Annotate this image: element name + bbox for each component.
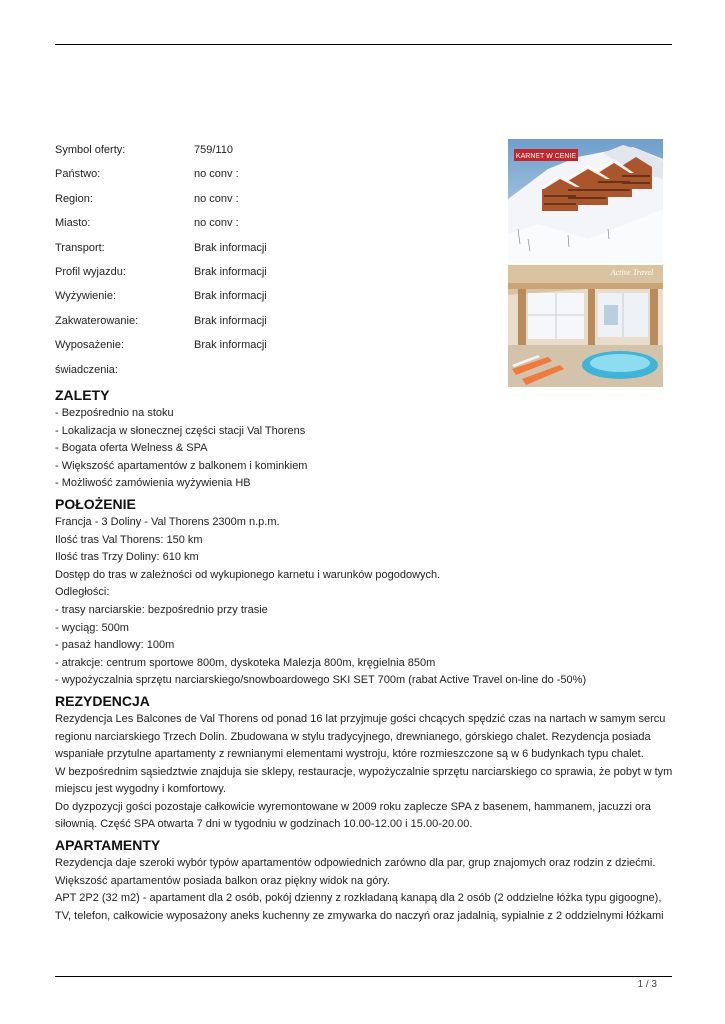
info-value: 759/110 — [194, 144, 233, 156]
polozenie-line: Odległości: — [55, 586, 110, 599]
info-value: no conv : — [194, 192, 239, 205]
polozenie-line: - wypożyczalnia sprzętu narciarskiego/snowboardowego SKI SET 700m (rabat Active Travel on-line do -50%) — [55, 674, 587, 687]
header-rule — [55, 44, 672, 45]
zalety-title: ZALETY — [55, 387, 110, 403]
info-label: Zakwaterowanie: — [55, 314, 139, 327]
info-label: Transport: — [55, 241, 105, 254]
rezydencja-paragraph: Do dyzpozycji gości pozostaje całkowicie wyremontowane w 2009 roku zaplecze SPA z basenem, hammanem, jacuzzi ora siłownią. Część SPA otwarta 7 dni w tygodniu w godzinach 10.00-12.00 i 15.00-20.00. — [55, 800, 651, 831]
info-label: Symbol oferty: — [55, 144, 126, 156]
list-item: - Większość apartamentów z balkonem i kominkiem — [55, 459, 308, 472]
apartamenty-paragraph: Rezydencja daje szeroki wybór typów apartamentów odpowiednich zarówno dla par, grup znajomych oraz rodzin z dziećmi. Większość apartamentów posiada balkon oraz piękny widok na góry. — [55, 857, 656, 887]
apartamenty-title: APARTAMENTY — [55, 837, 161, 854]
info-label: Państwo: — [55, 168, 101, 181]
rezydencja-paragraph: W bezpośrednim sąsiedztwie znajduja sie sklepy, restauracje, wypożyczalnie sprzętu narciarskiego co sprawia, że pobyt w tym miejscu jest wygodny i komfortowy. — [55, 765, 673, 796]
page-number: 1 / 3 — [637, 979, 657, 990]
info-value: Brak informacji — [194, 241, 267, 254]
info-label: Region: — [55, 192, 93, 205]
polozenie-line: Dostęp do tras w zależności od wykupionego karnetu i warunków pogodowych. — [55, 568, 441, 581]
list-item: - Możliwość zamówienia wyżywienia HB — [55, 477, 251, 490]
info-value: Brak informacji — [194, 290, 267, 303]
info-value: no conv : — [194, 217, 239, 230]
polozenie-line: - pasaż handlowy: 100m — [55, 639, 175, 652]
apartamenty-paragraph: APT 2P2 (32 m2) - apartament dla 2 osób, pokój dzienny z rozkładaną kanapą dla 2 osób (2 oddzielne łóżka typu gigoogne), TV, telefon, całkowicie wyposażony aneks kuchenny ze zmywarka do naczyń oraz jadalnią, sypialnie z 2 oddzielnymi łóżkami — [55, 892, 664, 922]
karnet-badge: KARNET W CENIE — [515, 153, 577, 160]
info-value: no conv : — [194, 168, 239, 181]
footer-rule — [55, 976, 672, 977]
info-label: Wyżywienie: — [55, 290, 117, 303]
spa-pool-photo — [508, 265, 663, 387]
active-travel-watermark: Active Travel — [610, 268, 654, 277]
info-value: Brak informacji — [194, 265, 267, 278]
info-value: Brak informacji — [194, 314, 267, 327]
polozenie-line: Francja - 3 Doliny - Val Thorens 2300m n.p.m. — [55, 515, 280, 528]
offer-content — [55, 384, 675, 925]
polozenie-line: - wyciąg: 500m — [55, 621, 129, 634]
info-label: świadczenia: — [55, 363, 118, 376]
rezydencja-paragraph: Rezydencja Les Balcones de Val Thorens od ponad 16 lat przyjmuje gości chcących spędzić czas na nartach w samym sercu regionu narciarskiego Trzech Dolin. Zbudowana w stylu tradycyjnego, drewnianego, górskiego chalet. Rezydencja posiada wspaniałe przytulne apartamenty z rewnianymi elementami wystroju, które rozmieszczone są w 6 budynkach typu chalet. — [55, 712, 666, 761]
chalet-snow-photo — [508, 139, 663, 263]
rezydencja-title: REZYDENCJA — [55, 692, 150, 709]
info-label: Profil wyjazdu: — [55, 265, 126, 278]
list-item: - Bezpośrednio na stoku — [55, 407, 174, 419]
polozenie-line: - trasy narciarskie: bezpośrednio przy trasie — [55, 603, 268, 616]
polozenie-line: Ilość tras Trzy Doliny: 610 km — [55, 551, 199, 564]
info-label: Miasto: — [55, 217, 91, 230]
info-value: Brak informacji — [194, 339, 267, 352]
polozenie-line: - atrakcje: centrum sportowe 800m, dyskoteka Malezja 800m, kręgielnia 850m — [55, 656, 436, 669]
list-item: - Lokalizacja w słonecznej części stacji Val Thorens — [55, 424, 306, 437]
list-item: - Bogata oferta Welness & SPA — [55, 442, 208, 455]
polozenie-line: Ilość tras Val Thorens: 150 km — [55, 533, 203, 546]
info-label: Wyposażenie: — [55, 339, 124, 352]
polozenie-title: POŁOŻENIE — [55, 495, 136, 512]
